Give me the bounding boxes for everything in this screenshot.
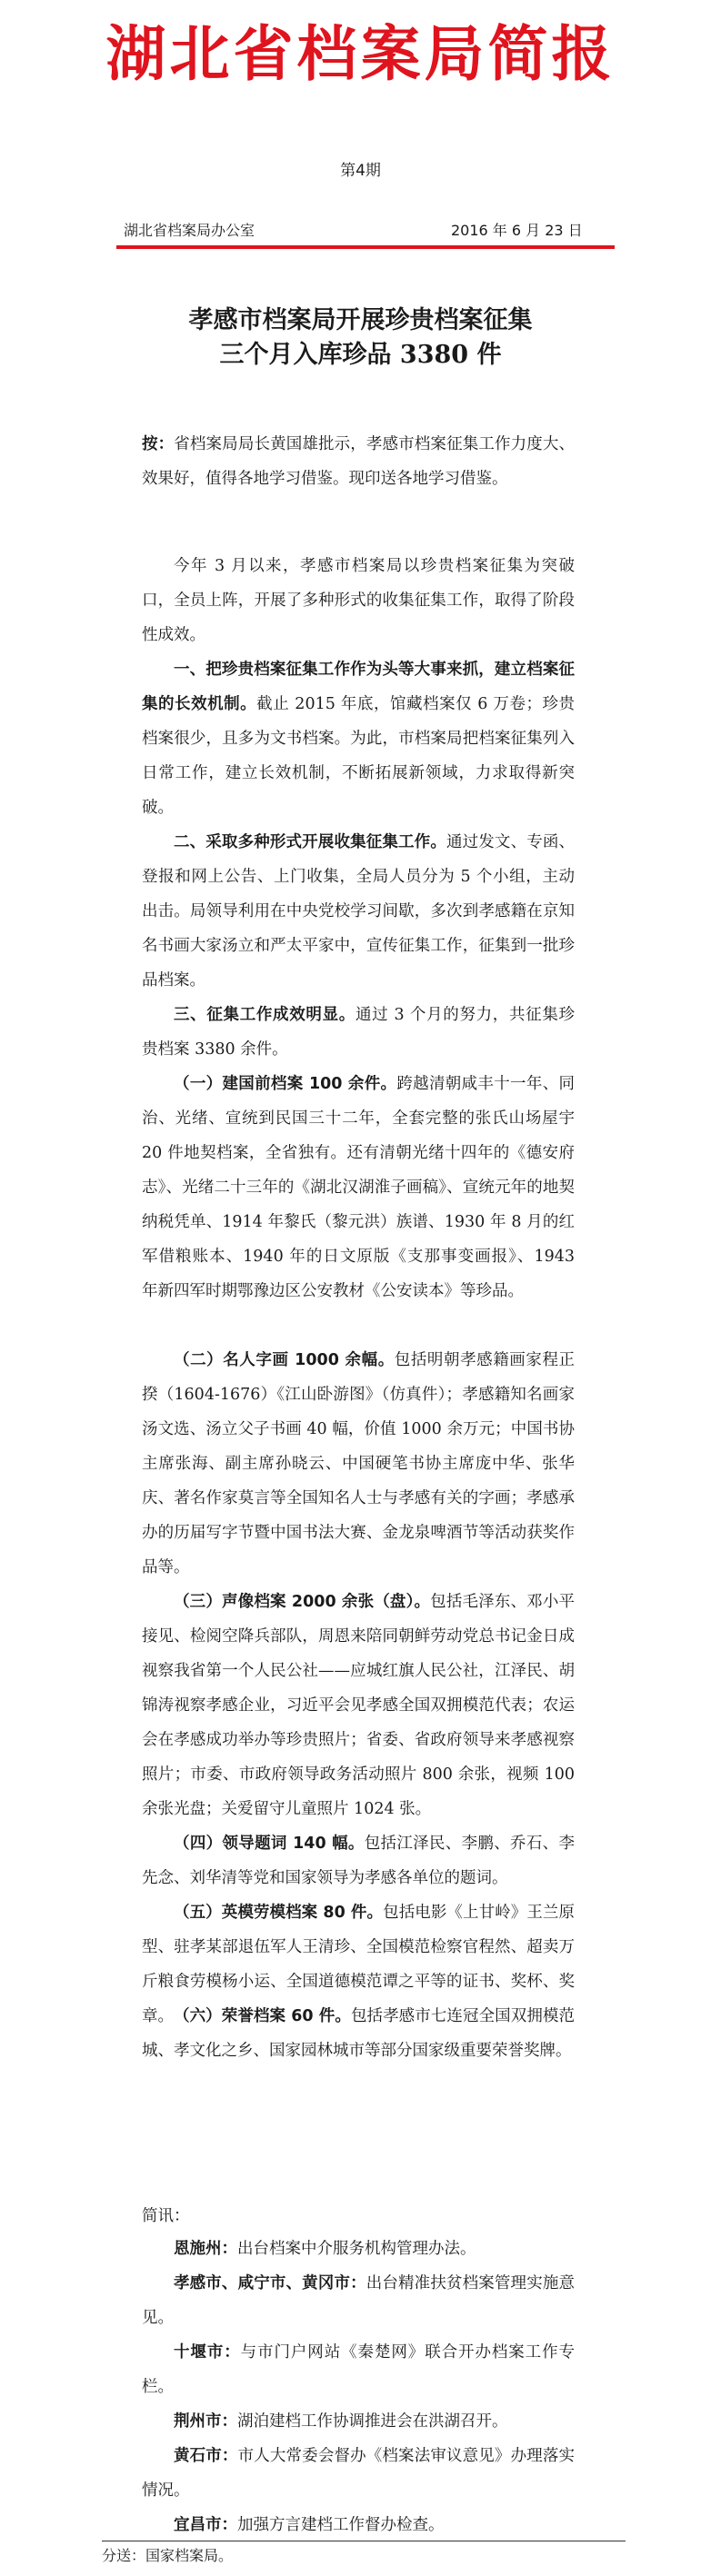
section-2-text: 通过发文、专函、登报和网上公告、上门收集，全局人员分为 5 个小组，主动出击。局领导利用在中央党校学习间歇，多次到孝感籍在京知名书画大家汤立和严太平家中，宣传征集工作，征集到一批珍品档案。 xyxy=(142,833,576,990)
section-3 xyxy=(142,998,575,1067)
item-3-lead: （三）声像档案 2000 余张（盘）。 xyxy=(174,1593,431,1611)
brief-jingzhou-lead: 荆州市： xyxy=(174,2412,237,2431)
item-4-lead: （四）领导题词 140 幅。 xyxy=(174,1835,365,1853)
issue-number: 第4期 xyxy=(340,162,381,180)
section-3-text: 通过 3 个月的努力，共征集珍贵档案 3380 余件。 xyxy=(142,1006,576,1059)
brief-enshi-text: 出台档案中介服务机构管理办法。 xyxy=(237,2240,476,2258)
brief-enshi-lead: 恩施州： xyxy=(174,2240,237,2258)
brief-huangshi-lead: 黄石市： xyxy=(174,2447,238,2465)
editor-note xyxy=(142,427,575,496)
section-2 xyxy=(142,825,575,998)
article-title-line2: 三个月入库珍品 3380 件 xyxy=(219,341,502,369)
section-1-text: 截止 2015 年底，馆藏档案仅 6 万卷；珍贵档案很少，且多为文书档案。为此，市档案局把档案征集列入日常工作，建立长效机制，不断拓展新领域，力求取得新突破。 xyxy=(142,695,576,817)
item-2 xyxy=(142,1343,575,1585)
section-3-heading: 三、征集工作成效明显。 xyxy=(174,1006,355,1024)
item-1-text: 跨越清朝咸丰十一年、同治、光绪、宣统到民国三十二年，全套完整的张氏山场屋宇 20 件地契档案，全省独有。还有清朝光绪十四年的《德安府志》、光绪二十三年的《湖北汉湖淮子画稿》、宣统元年的地契纳税凭单、1914 年黎氏（黎元洪）族谱、1930 年 8 月的红军借粮账本、1940 年的日文原版《支那事变画报》、1943 年新四军时期鄂豫边区公安教材《公安读本》等珍品。 xyxy=(142,1075,576,1300)
brief-xiaogan-lead: 孝感市、咸宁市、黄冈市： xyxy=(174,2274,366,2293)
brief-jingzhou-text: 湖泊建档工作协调推进会在洪湖召开。 xyxy=(237,2412,508,2431)
bulletin-masthead: 湖北省档案局简报 xyxy=(105,18,616,89)
item-3 xyxy=(142,1585,575,1826)
brief-yichang-text: 加强方言建档工作督办检查。 xyxy=(237,2516,445,2534)
briefs-heading: 简讯： xyxy=(142,2207,190,2225)
issuing-office: 湖北省档案局办公室 xyxy=(124,222,255,239)
brief-shiyan xyxy=(142,2335,575,2404)
brief-huangshi-text: 市人大常委会督办《档案法审议意见》办理落实情况。 xyxy=(142,2447,576,2500)
brief-xiaogan-text: 出台精准扶贫档案管理实施意见。 xyxy=(142,2274,575,2327)
issue-date: 2016 年 6 月 23 日 xyxy=(451,222,583,239)
brief-shiyan-text: 与市门户网站《秦楚网》联合开办档案工作专栏。 xyxy=(142,2343,576,2396)
brief-huangshi xyxy=(142,2439,575,2508)
editor-note-lead: 按： xyxy=(142,435,175,453)
distribution-label: 分送： xyxy=(102,2547,146,2564)
distribution-block xyxy=(102,2542,626,2575)
brief-yichang xyxy=(142,2508,575,2542)
item-1-lead: （一）建国前档案 100 余件。 xyxy=(174,1075,397,1093)
item-6-text: 包括孝感市七连冠全国双拥模范城、孝文化之乡、国家园林城市等部分国家级重要荣誉奖牌。 xyxy=(142,2007,575,2060)
item-5-text: 包括电影《上甘岭》王兰原型、驻孝某部退伍军人王清珍、全国模范检察官程然、超卖万斤粮食劳模杨小运、全国道德模范谭之平等的证书、奖杯、奖章。 xyxy=(142,1904,576,2025)
article-title-line1: 孝感市档案局开展珍贵档案征集 xyxy=(188,306,533,334)
section-2-heading: 二、采取多种形式开展收集征集工作。 xyxy=(174,833,446,851)
brief-enshi xyxy=(142,2232,575,2266)
section-1-heading: 一、把珍贵档案征集工作作为头等大事来抓，建立档案征集的长效机制。 xyxy=(142,661,575,713)
item-4 xyxy=(142,1826,575,1895)
distribution-line1: 国家档案局。 xyxy=(145,2547,234,2564)
brief-shiyan-lead: 十堰市： xyxy=(174,2343,241,2362)
brief-jingzhou xyxy=(142,2404,575,2439)
editor-note-text: 省档案局局长黄国雄批示，孝感市档案征集工作力度大、效果好，值得各地学习借鉴。现印送各地学习借鉴。 xyxy=(142,435,576,488)
brief-xiaogan-xianning-huanggang xyxy=(142,2266,575,2335)
item-4-text: 包括江泽民、李鹏、乔石、李先念、刘华清等党和国家领导为孝感各单位的题词。 xyxy=(142,1835,576,1887)
item-2-text: 包括明朝孝感籍画家程正揆（1604-1676）《江山卧游图》（仿真件）；孝感籍知名画家汤文选、汤立父子书画 40 幅，价值 1000 余万元；中国书协主席张海、副主席孙晓云、中国硬笔书协主席庞中华、张华庆、著名作家莫言等全国知名人士与孝感有关的字画；孝感承办的历届写字节暨中国书法大赛、金龙泉啤酒节等活动获奖作品等。 xyxy=(142,1351,576,1576)
item-6 xyxy=(142,1999,575,2068)
brief-yichang-lead: 宜昌市： xyxy=(174,2516,237,2534)
intro-paragraph: 今年 3 月以来，孝感市档案局以珍贵档案征集为突破口，全员上阵，开展了多种形式的收集征集工作，取得了阶段性成效。 xyxy=(142,557,575,644)
item-2-lead: （二）名人字画 1000 余幅。 xyxy=(174,1351,395,1369)
item-1 xyxy=(142,1067,575,1308)
item-5-lead: （五）英模劳模档案 80 件。 xyxy=(174,1904,384,1922)
item-3-text: 包括毛泽东、邓小平接见、检阅空降兵部队，周恩来陪同朝鲜劳动党总书记金日成视察我省第一个人民公社——应城红旗人民公社，江泽民、胡锦涛视察孝感企业，习近平会见孝感全国双拥模范代表；农运会在孝感成功举办等珍贵照片；省委、省政府领导来孝感视察照片；市委、市政府领导政务活动照片 800 余张，视频 100 余张光盘；关爱留守儿童照片 1024 张。 xyxy=(142,1593,576,1818)
item-6-lead: （六）荣誉档案 60 件。 xyxy=(174,2007,351,2025)
section-1 xyxy=(142,652,575,825)
red-separator-rule xyxy=(116,245,615,249)
